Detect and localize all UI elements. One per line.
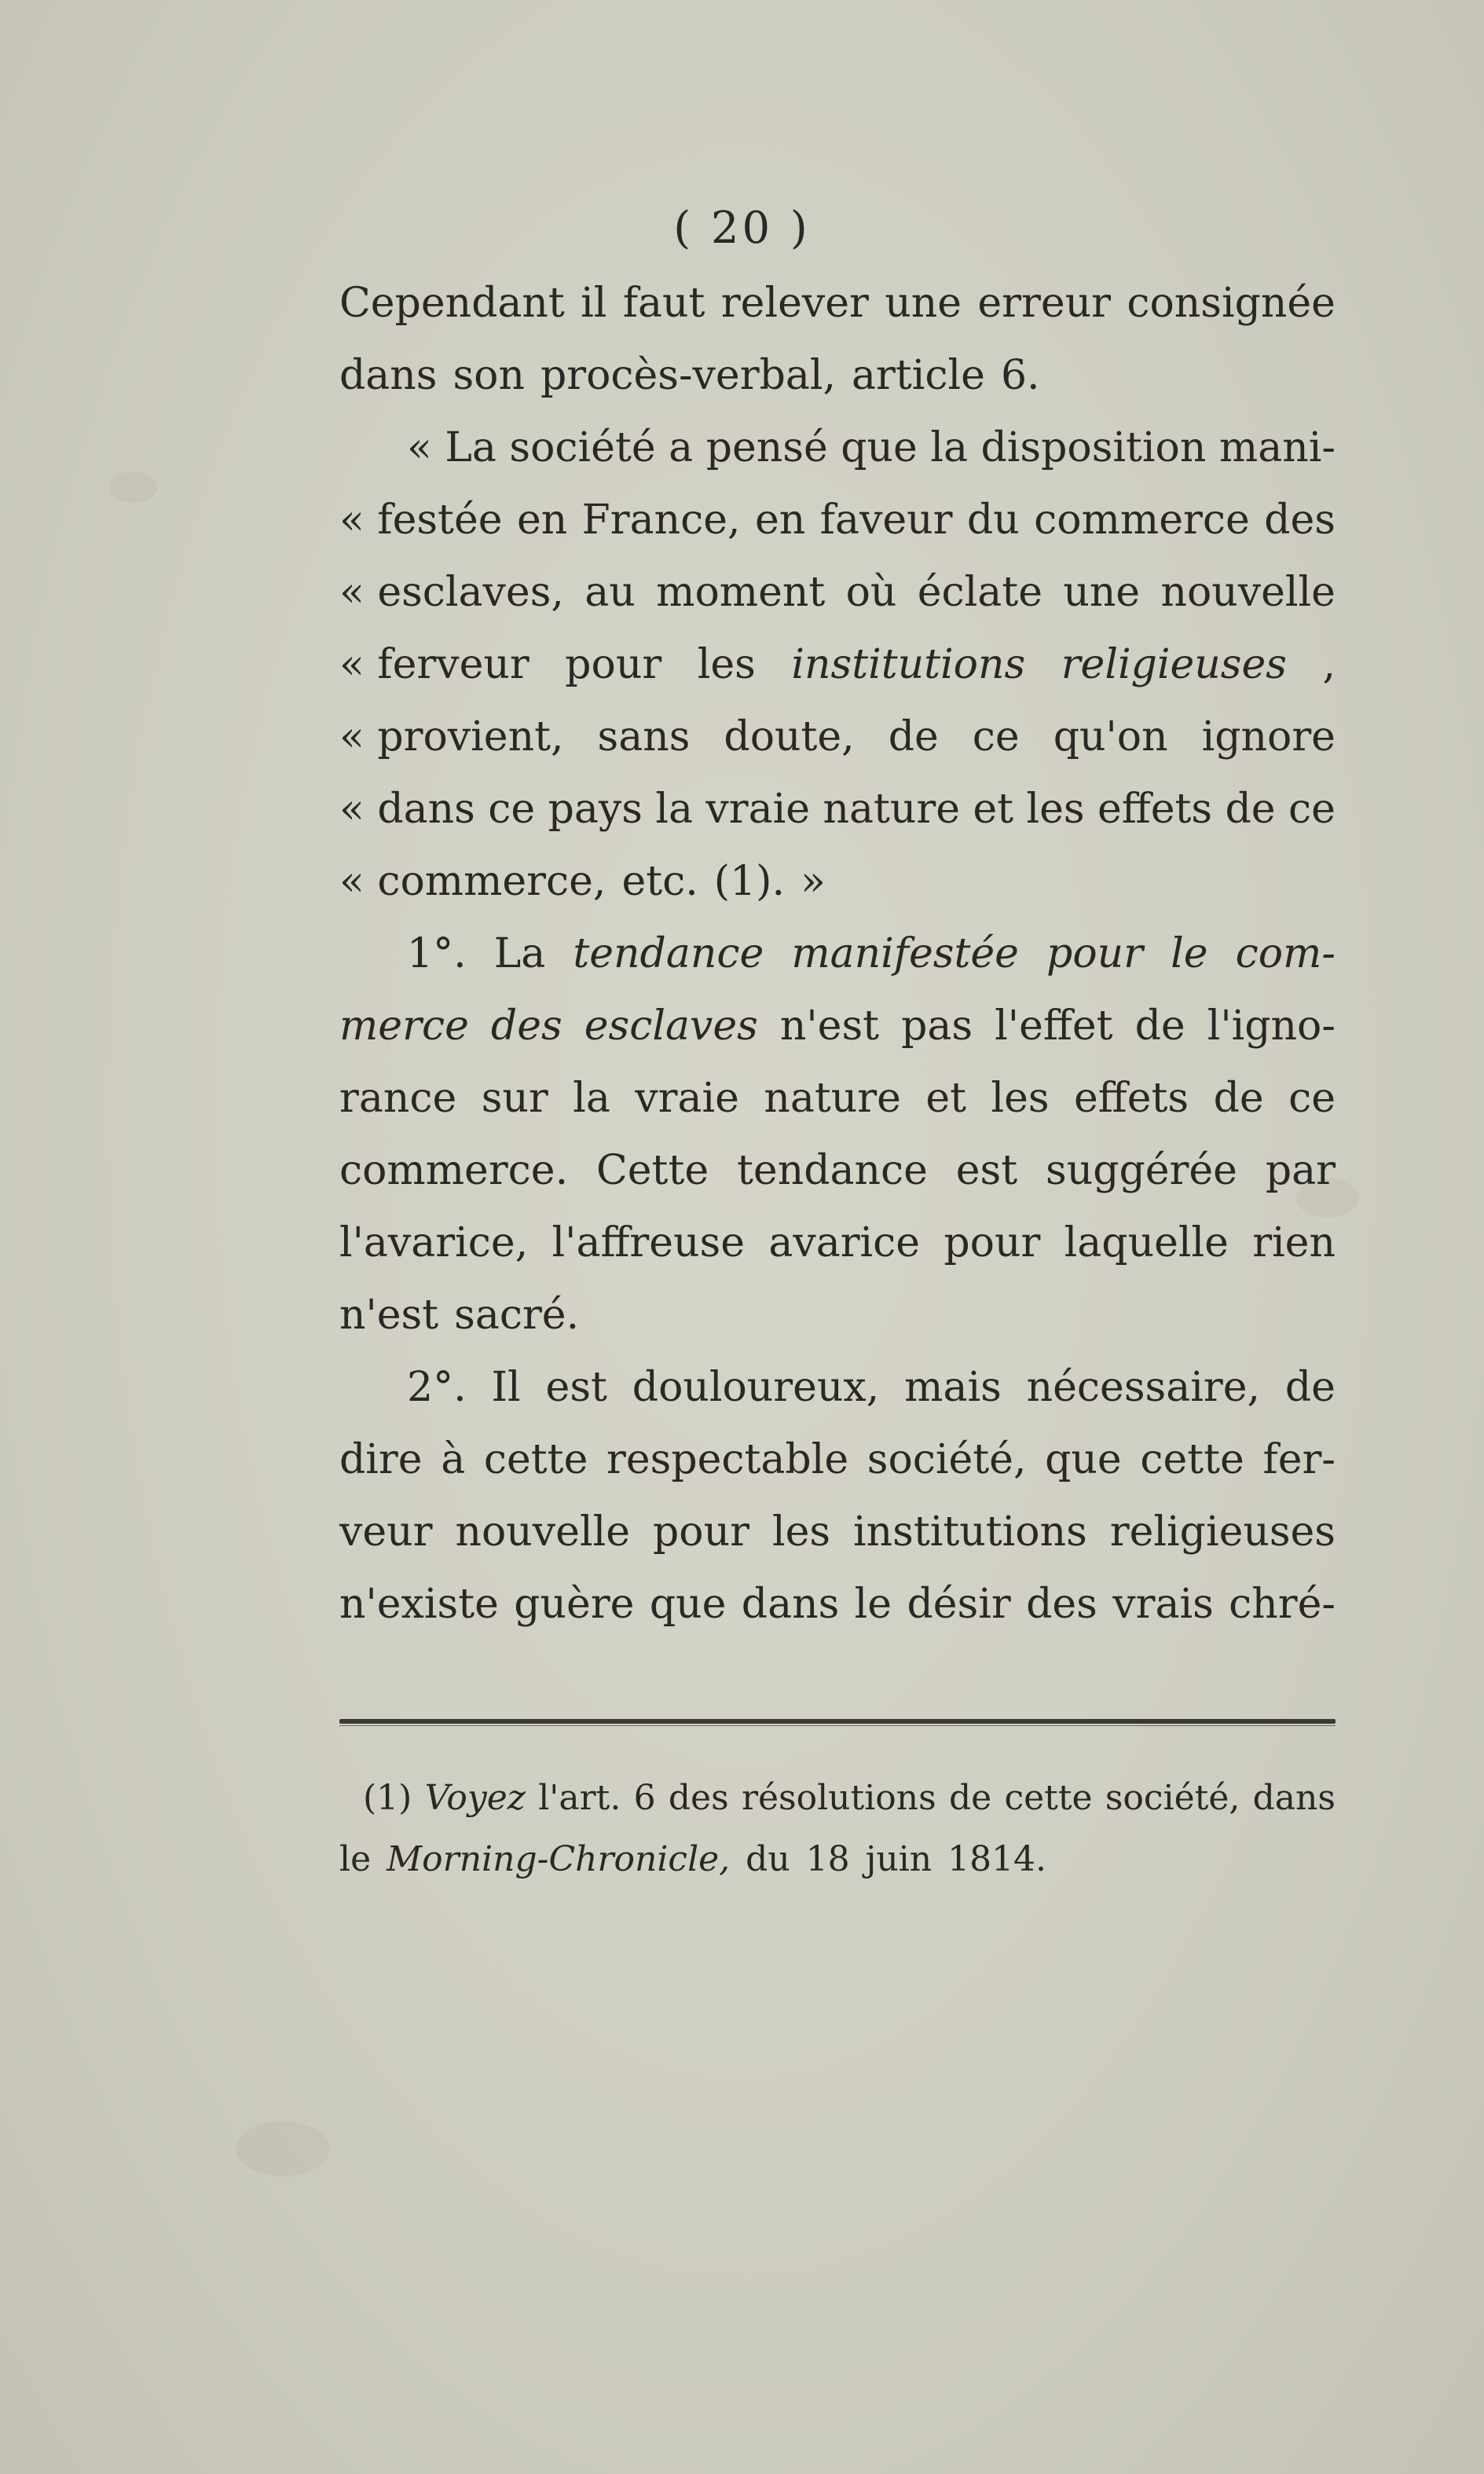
word: cette (1140, 1436, 1244, 1483)
word: de (1134, 1002, 1185, 1050)
word: n'est (779, 1002, 880, 1050)
word: (1) (363, 1778, 412, 1818)
word: effets (1074, 1075, 1189, 1122)
word: esclaves (584, 1002, 758, 1050)
word: sacré. (454, 1292, 580, 1339)
word: institutions (853, 1508, 1087, 1556)
text-line (339, 918, 1336, 990)
word: cette (483, 1436, 588, 1483)
word: France, (581, 497, 741, 544)
word: douloureux, (632, 1364, 880, 1411)
body-text (339, 267, 1336, 1640)
word: tendance (573, 930, 764, 977)
word: ce (488, 786, 536, 833)
word: 6 (633, 1778, 656, 1818)
text-line (339, 1568, 1336, 1640)
word: et (973, 786, 1014, 833)
word: son (453, 352, 525, 399)
text-line (339, 1496, 1336, 1568)
word: religieuses (1109, 1508, 1336, 1556)
word: « esclaves, (339, 569, 564, 616)
word: mani- (1218, 424, 1336, 471)
word: a (669, 424, 694, 471)
word: les (697, 641, 756, 688)
word: « festée (339, 497, 503, 544)
text-line (339, 1424, 1336, 1496)
word: Cependant (339, 280, 565, 327)
footnote (339, 1768, 1336, 1890)
word: vraie (705, 786, 811, 833)
word: moment (656, 569, 826, 616)
footnote-separator-rule (339, 1719, 1336, 1724)
word: le (339, 1839, 372, 1879)
word: des (1264, 497, 1336, 544)
word: l'effet (995, 1002, 1113, 1050)
word: du (746, 1839, 790, 1879)
word: Cette (596, 1147, 709, 1194)
word: du (966, 497, 1020, 544)
word: est (955, 1147, 1018, 1194)
word: au (584, 569, 636, 616)
text-line (339, 339, 1336, 412)
word: l'avarice, (339, 1219, 529, 1266)
word: vrais (1112, 1581, 1214, 1628)
word: ce (1288, 786, 1336, 833)
word: avarice (768, 1219, 921, 1266)
word: pensé (705, 424, 828, 471)
word: chré- (1229, 1581, 1336, 1628)
word: et (925, 1075, 967, 1122)
word: juin (865, 1839, 933, 1879)
word: dans (339, 352, 438, 399)
text-line (339, 1351, 1336, 1424)
word: Morning-Chronicle, (387, 1839, 731, 1879)
word: en (754, 497, 806, 544)
word: qu'on (1053, 713, 1168, 761)
word: par (1265, 1147, 1336, 1194)
text-line (339, 1279, 1336, 1351)
text-line (339, 773, 1336, 845)
word: où (845, 569, 897, 616)
word: de (888, 713, 939, 761)
page-number: ( 20 ) (673, 203, 811, 254)
text-line (339, 412, 1336, 484)
word: pour (565, 641, 662, 688)
word: de (1225, 786, 1276, 833)
paper-stain (110, 471, 157, 503)
word: faveur (819, 497, 953, 544)
word: 18 (805, 1839, 850, 1879)
text-line (339, 1062, 1336, 1134)
word: pour (944, 1219, 1041, 1266)
word: faut (622, 280, 705, 327)
word: commerce (1034, 497, 1250, 544)
word: de (1284, 1364, 1336, 1411)
word: est (545, 1364, 607, 1411)
word: l'affreuse (551, 1219, 745, 1266)
word: « dans (339, 786, 475, 833)
word: nouvelle (455, 1508, 630, 1556)
word: une (1063, 569, 1141, 616)
text-line (339, 990, 1336, 1062)
word: 1814. (947, 1839, 1047, 1879)
word: guère (514, 1581, 635, 1628)
footnote-line (339, 1829, 1336, 1890)
word: n'est (339, 1292, 439, 1339)
word: l'igno- (1207, 1002, 1336, 1050)
word: ce (1288, 1075, 1336, 1122)
word: la (930, 424, 968, 471)
word: suggérée (1046, 1147, 1237, 1194)
word: Voyez (424, 1778, 526, 1818)
text-line (339, 701, 1336, 773)
text-line (339, 1207, 1336, 1279)
word: que (649, 1581, 727, 1628)
word: que (841, 424, 918, 471)
word: des (490, 1002, 562, 1050)
word: des (1026, 1581, 1097, 1628)
word: rance (339, 1075, 457, 1122)
word: manifestée (791, 930, 1019, 977)
word: pays (548, 786, 643, 833)
word: désir (907, 1581, 1011, 1628)
text-line (339, 1134, 1336, 1207)
word: la (655, 786, 693, 833)
word: institutions (791, 641, 1026, 688)
word: il (581, 280, 607, 327)
word: nécessaire, (1026, 1364, 1260, 1411)
word: de (1213, 1075, 1264, 1122)
word: » (800, 858, 826, 905)
word: veur (339, 1508, 433, 1556)
word: religieuses (1061, 641, 1287, 688)
word: effets (1097, 786, 1213, 833)
word: « provient, (339, 713, 564, 761)
word: merce (339, 1002, 469, 1050)
word: 1°. (407, 930, 467, 977)
word: , (1322, 641, 1336, 688)
word: etc. (621, 858, 698, 905)
word: sans (597, 713, 691, 761)
word: nouvelle (1160, 569, 1336, 616)
word: relever (720, 280, 869, 327)
word: tendance (737, 1147, 928, 1194)
word: consignée (1127, 280, 1336, 327)
word: « commerce, (339, 858, 606, 905)
word: société, (867, 1436, 1027, 1483)
word: société (509, 424, 656, 471)
word: (1). (713, 858, 785, 905)
word: doute, (724, 713, 855, 761)
word: cette (1004, 1778, 1093, 1818)
word: les (1026, 786, 1085, 833)
word: le (854, 1581, 892, 1628)
word: com- (1235, 930, 1336, 977)
word: le (1171, 930, 1208, 977)
text-line (339, 845, 1336, 918)
word: rien (1252, 1219, 1336, 1266)
word: n'existe (339, 1581, 499, 1628)
text-line (339, 556, 1336, 629)
word: fer- (1262, 1436, 1336, 1483)
word: nature (764, 1075, 901, 1122)
word: ce (972, 713, 1020, 761)
word: en (516, 497, 568, 544)
word: commerce. (339, 1147, 569, 1194)
word: pour (652, 1508, 749, 1556)
word: que (1045, 1436, 1122, 1483)
word: « ferveur (339, 641, 529, 688)
word: la (573, 1075, 610, 1122)
word: à (441, 1436, 466, 1483)
word: de (948, 1778, 992, 1818)
word: mais (904, 1364, 1002, 1411)
word: les (771, 1508, 831, 1556)
paper-stain (236, 2121, 330, 2176)
word: procès-verbal, (540, 352, 837, 399)
text-line (339, 484, 1336, 556)
word: dans (741, 1581, 840, 1628)
word: pour (1046, 930, 1143, 977)
word: « La (407, 424, 496, 471)
word: dans (1252, 1778, 1336, 1818)
word: respectable (606, 1436, 849, 1483)
word: article (852, 352, 985, 399)
word: sur (481, 1075, 548, 1122)
word: La (493, 930, 546, 977)
word: éclate (917, 569, 1042, 616)
text-line (339, 267, 1336, 339)
word: société, (1105, 1778, 1240, 1818)
word: Il (491, 1364, 521, 1411)
word: 6. (1000, 352, 1040, 399)
word: des (668, 1778, 729, 1818)
word: vraie (635, 1075, 739, 1122)
word: une (885, 280, 962, 327)
word: ignore (1201, 713, 1336, 761)
word: 2°. (407, 1364, 467, 1411)
word: pas (901, 1002, 973, 1050)
word: erreur (977, 280, 1111, 327)
word: laquelle (1064, 1219, 1229, 1266)
footnote-separator-hairline (339, 1725, 1336, 1726)
word: résolutions (741, 1778, 936, 1818)
word: l'art. (538, 1778, 621, 1818)
word: les (991, 1075, 1050, 1122)
word: nature (823, 786, 960, 833)
text-line (339, 629, 1336, 701)
word: disposition (980, 424, 1207, 471)
footnote-line (363, 1768, 1336, 1829)
word: dire (339, 1436, 423, 1483)
